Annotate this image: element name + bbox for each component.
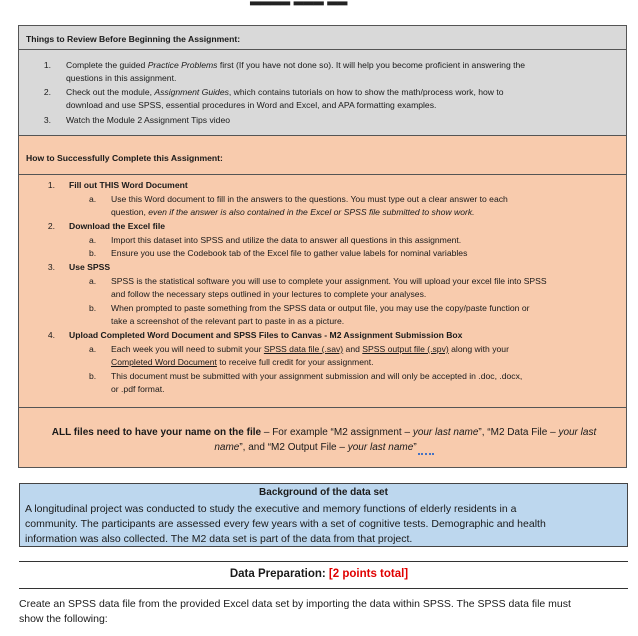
files-note-p4: ” — [413, 442, 417, 453]
review-item-1-num: 1. — [43, 60, 51, 70]
background-line-3: information was also collected. The M2 data set is part of the data from that project. — [25, 533, 413, 545]
step-4a-end: to receive full credit for your assignment. — [216, 357, 374, 367]
step-1a-line-2-plain: question, — [111, 207, 149, 217]
files-note-i3: your last name — [347, 442, 414, 453]
rule-bottom — [19, 588, 628, 589]
files-note-i2b: name — [214, 442, 240, 453]
review-item-1-line-2: questions in this assignment. — [66, 73, 177, 83]
step-4a-letter: a. — [89, 344, 97, 354]
step-3b-line-1: When prompted to paste something from the SPSS data or output file, you may use the copy/paste function or — [111, 303, 530, 313]
spss-output-file-link: SPSS output file (.spv) — [362, 344, 449, 354]
review-item-3-line-1: Watch the Module 2 Assignment Tips video — [66, 115, 231, 125]
step-2-title: Download the Excel file — [69, 221, 165, 231]
step-1a-letter: a. — [89, 194, 97, 204]
step-2b-letter: b. — [89, 248, 97, 258]
step-4-title: Upload Completed Word Document and SPSS Files to Canvas - M2 Assignment Submission Box — [69, 330, 463, 340]
step-3a-line-1: SPSS is the statistical software you will use to complete your assignment. You will upload your excel file into SPSS — [111, 276, 547, 286]
completed-word-doc-link: Completed Word Document — [111, 357, 217, 367]
step-4a-mid: and — [343, 344, 363, 354]
step-3a-line-2: and follow the necessary steps outlined in your lectures to complete your analyses. — [111, 289, 427, 299]
step-4b-letter: b. — [89, 371, 97, 381]
spss-data-file-link: SPSS data file (.sav) — [263, 344, 344, 354]
step-4a-line-2 — [111, 356, 374, 370]
review-heading-panel — [18, 25, 627, 50]
howto-list-panel — [18, 174, 627, 408]
files-note-p1: – For example “M2 assignment – — [261, 427, 413, 438]
step-4a-line-1 — [111, 343, 509, 357]
step-4a-post: along with your — [448, 344, 509, 354]
data-prep-text — [19, 597, 619, 627]
step-2-num: 2. — [47, 221, 55, 231]
data-prep-title — [0, 568, 638, 580]
review-list-panel — [18, 49, 627, 136]
step-3-num: 3. — [47, 262, 55, 272]
howto-heading: How to Successfully Complete this Assignment: — [26, 153, 223, 163]
files-note-panel — [18, 407, 627, 468]
data-prep-title-text: Data Preparation: — [229, 568, 329, 580]
step-1-title: Fill out THIS Word Document — [69, 180, 188, 190]
step-1a-line-1: Use this Word document to fill in the answers to the questions. You must type out a clear answer to each — [111, 194, 508, 204]
step-4a-pre: Each week you will need to submit your — [111, 344, 264, 354]
rule-top — [19, 561, 628, 562]
files-note-i1: your last name — [412, 427, 479, 438]
clipped-top-text — [0, 0, 638, 6]
step-3-title: Use SPSS — [69, 262, 111, 272]
review-item-2-num: 2. — [43, 87, 51, 97]
step-1a-line-2 — [111, 206, 475, 220]
grammar-squiggle — [418, 449, 434, 455]
review-item-2-line-1: Check out the module, Assignment Guides, which contains tutorials on how to show the math/process work, how to — [66, 87, 504, 97]
step-1a-line-2-italic: even if the answer is also contained in the Excel or SPSS file submitted to show work. — [148, 207, 475, 217]
step-4b-line-1: This document must be submitted with your assignment submission and will only be accepted in .doc, .docx, — [111, 371, 523, 381]
data-prep-line-2: show the following: — [19, 613, 108, 625]
step-4b-line-2: or .pdf format. — [111, 384, 165, 394]
step-2a-letter: a. — [89, 235, 97, 245]
practice-problems-ref: Practice Problems — [147, 60, 218, 70]
clipped-heading — [250, 0, 347, 6]
files-note-p3: ”, and “M2 Output File – — [239, 442, 348, 453]
step-2a-text: Import this dataset into SPSS and utilize the data to answer all questions in this assignment. — [111, 235, 462, 245]
files-note-bold: ALL files need to have your name on the file — [51, 427, 262, 438]
files-note-i2: your last — [558, 427, 597, 438]
assignment-guides-ref: Assignment Guides — [154, 87, 229, 97]
step-3a-letter: a. — [89, 276, 97, 286]
review-item-2-line-2: download and use SPSS, essential procedures in Word and Excel, and APA formatting examples. — [66, 100, 437, 110]
background-text — [25, 502, 625, 547]
step-3b-line-2: take a screenshot of the relevant part to paste in as a picture. — [111, 316, 345, 326]
files-note — [25, 425, 623, 455]
review-item-1-line-1: Complete the guided Practice Problems first (If you have not done so). It will help you become proficient in answering the — [66, 60, 526, 70]
background-line-1: A longitudinal project was conducted to study the executive and memory functions of elderly residents in a — [25, 503, 517, 515]
review-heading: Things to Review Before Beginning the Assignment: — [26, 34, 241, 44]
howto-heading-panel — [18, 135, 627, 175]
background-title: Background of the data set — [259, 487, 388, 498]
background-line-2: community. The participants are assessed every few years with a set of cognitive tests. Demographic and health — [25, 518, 546, 530]
data-prep-line-1: Create an SPSS data file from the provided Excel data set by importing the data within SPSS. The SPSS data file must — [19, 598, 571, 610]
step-1-num: 1. — [47, 180, 55, 190]
review-item-3-num: 3. — [43, 115, 51, 125]
files-note-p2: ”, “M2 Data File – — [478, 427, 559, 438]
step-3b-letter: b. — [89, 303, 97, 313]
background-panel — [19, 483, 628, 547]
step-2b-text: Ensure you use the Codebook tab of the Excel file to gather value labels for nominal variables — [111, 248, 468, 258]
data-prep-points: [2 points total] — [328, 568, 409, 580]
step-4-num: 4. — [47, 330, 55, 340]
